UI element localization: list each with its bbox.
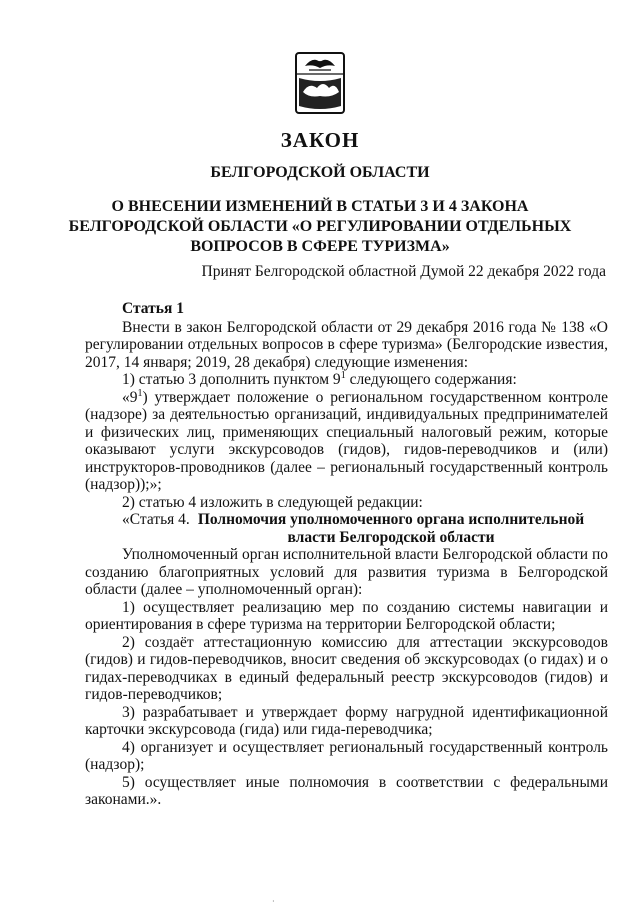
article-4-label: «Статья 4. <box>122 511 190 528</box>
point-9-1 <box>85 389 608 494</box>
document-subject <box>60 197 580 257</box>
article-4-intro: Уполномоченный орган исполнительной власти Белгородской области по созданию благоприятных условий для развития туризма в Белгородской области (далее – уполномоченный орган): <box>85 546 608 598</box>
adoption-note: Принят Белгородской областной Думой 22 декабря 2022 года <box>201 263 606 280</box>
amendment-item-1-tail: следующего содержания: <box>345 371 517 388</box>
document-title: ЗАКОН <box>280 128 360 152</box>
power-item: 1) осуществляет реализацию мер по созданию системы навигации и ориентирования в сфере туризма на территории Белгородской области; <box>85 598 608 633</box>
power-item: 3) разрабатывает и утверждает форму нагрудной идентификационной карточки экскурсовода (гида) или гида-переводчика; <box>85 703 608 738</box>
subject-line: О ВНЕСЕНИИ ИЗМЕНЕНИЙ В СТАТЬИ 3 И 4 ЗАКОНА <box>111 198 529 215</box>
article-4-heading <box>122 511 608 546</box>
subject-line: БЕЛГОРОДСКОЙ ОБЛАСТИ «О РЕГУЛИРОВАНИИ ОТДЕЛЬНЫХ <box>68 218 572 235</box>
power-item: 4) организует и осуществляет региональный государственный контроль (надзор); <box>85 738 608 773</box>
article-4-title <box>198 511 584 546</box>
amendment-item-1-text: 1) статью 3 дополнить пунктом 9 <box>122 371 341 388</box>
page-mark: · <box>272 897 275 906</box>
article-heading: Статья 1 <box>122 300 184 317</box>
document-region: БЕЛГОРОДСКОЙ ОБЛАСТИ <box>210 164 430 181</box>
article-intro: Внести в закон Белгородской области от 29 декабря 2016 года № 138 «О регулировании отдельных вопросов в сфере туризма» (Белгородские известия, 2017, 14 января; 2019, 28 декабря) следующие изменения: <box>85 318 608 371</box>
article-4-title-line: Полномочия уполномоченного органа исполнительной <box>197 511 585 528</box>
point-9-1-label: «9 <box>122 388 138 406</box>
amendment-item-2: 2) статью 4 изложить в следующей редакции: <box>122 493 423 511</box>
power-item: 5) осуществляет иные полномочия в соответствии с федеральными законами.». <box>85 773 608 808</box>
power-item: 2) создаёт аттестационную комиссию для аттестации экскурсоводов (гидов) и гидов-переводчиков, вносит сведения об экскурсоводах (о гидах) и о гидах-переводчиках в единый федеральный реестр экскурсоводов (гидов) и гидов-переводчиков; <box>85 633 608 703</box>
coat-of-arms-emblem <box>295 52 345 114</box>
point-9-1-text: ) утверждает положение о региональном государственном контроле (надзоре) за деятельностью организаций, индивидуальных предпринимателей и физических лиц, применяющих специальный налоговый режим, которые оказывают услуги экскурсоводов (гидов), гидов-переводчиков и (или) инструкторов-проводников (далее – региональный государственный контроль (надзор));»; <box>85 388 608 493</box>
superscript: 1 <box>340 370 346 381</box>
article-4-title-line: власти Белгородской области <box>287 528 495 546</box>
superscript: 1 <box>137 387 143 399</box>
document-body <box>85 300 608 809</box>
amendment-item-1 <box>85 371 608 389</box>
subject-line: ВОПРОСОВ В СФЕРЕ ТУРИЗМА» <box>190 238 450 255</box>
